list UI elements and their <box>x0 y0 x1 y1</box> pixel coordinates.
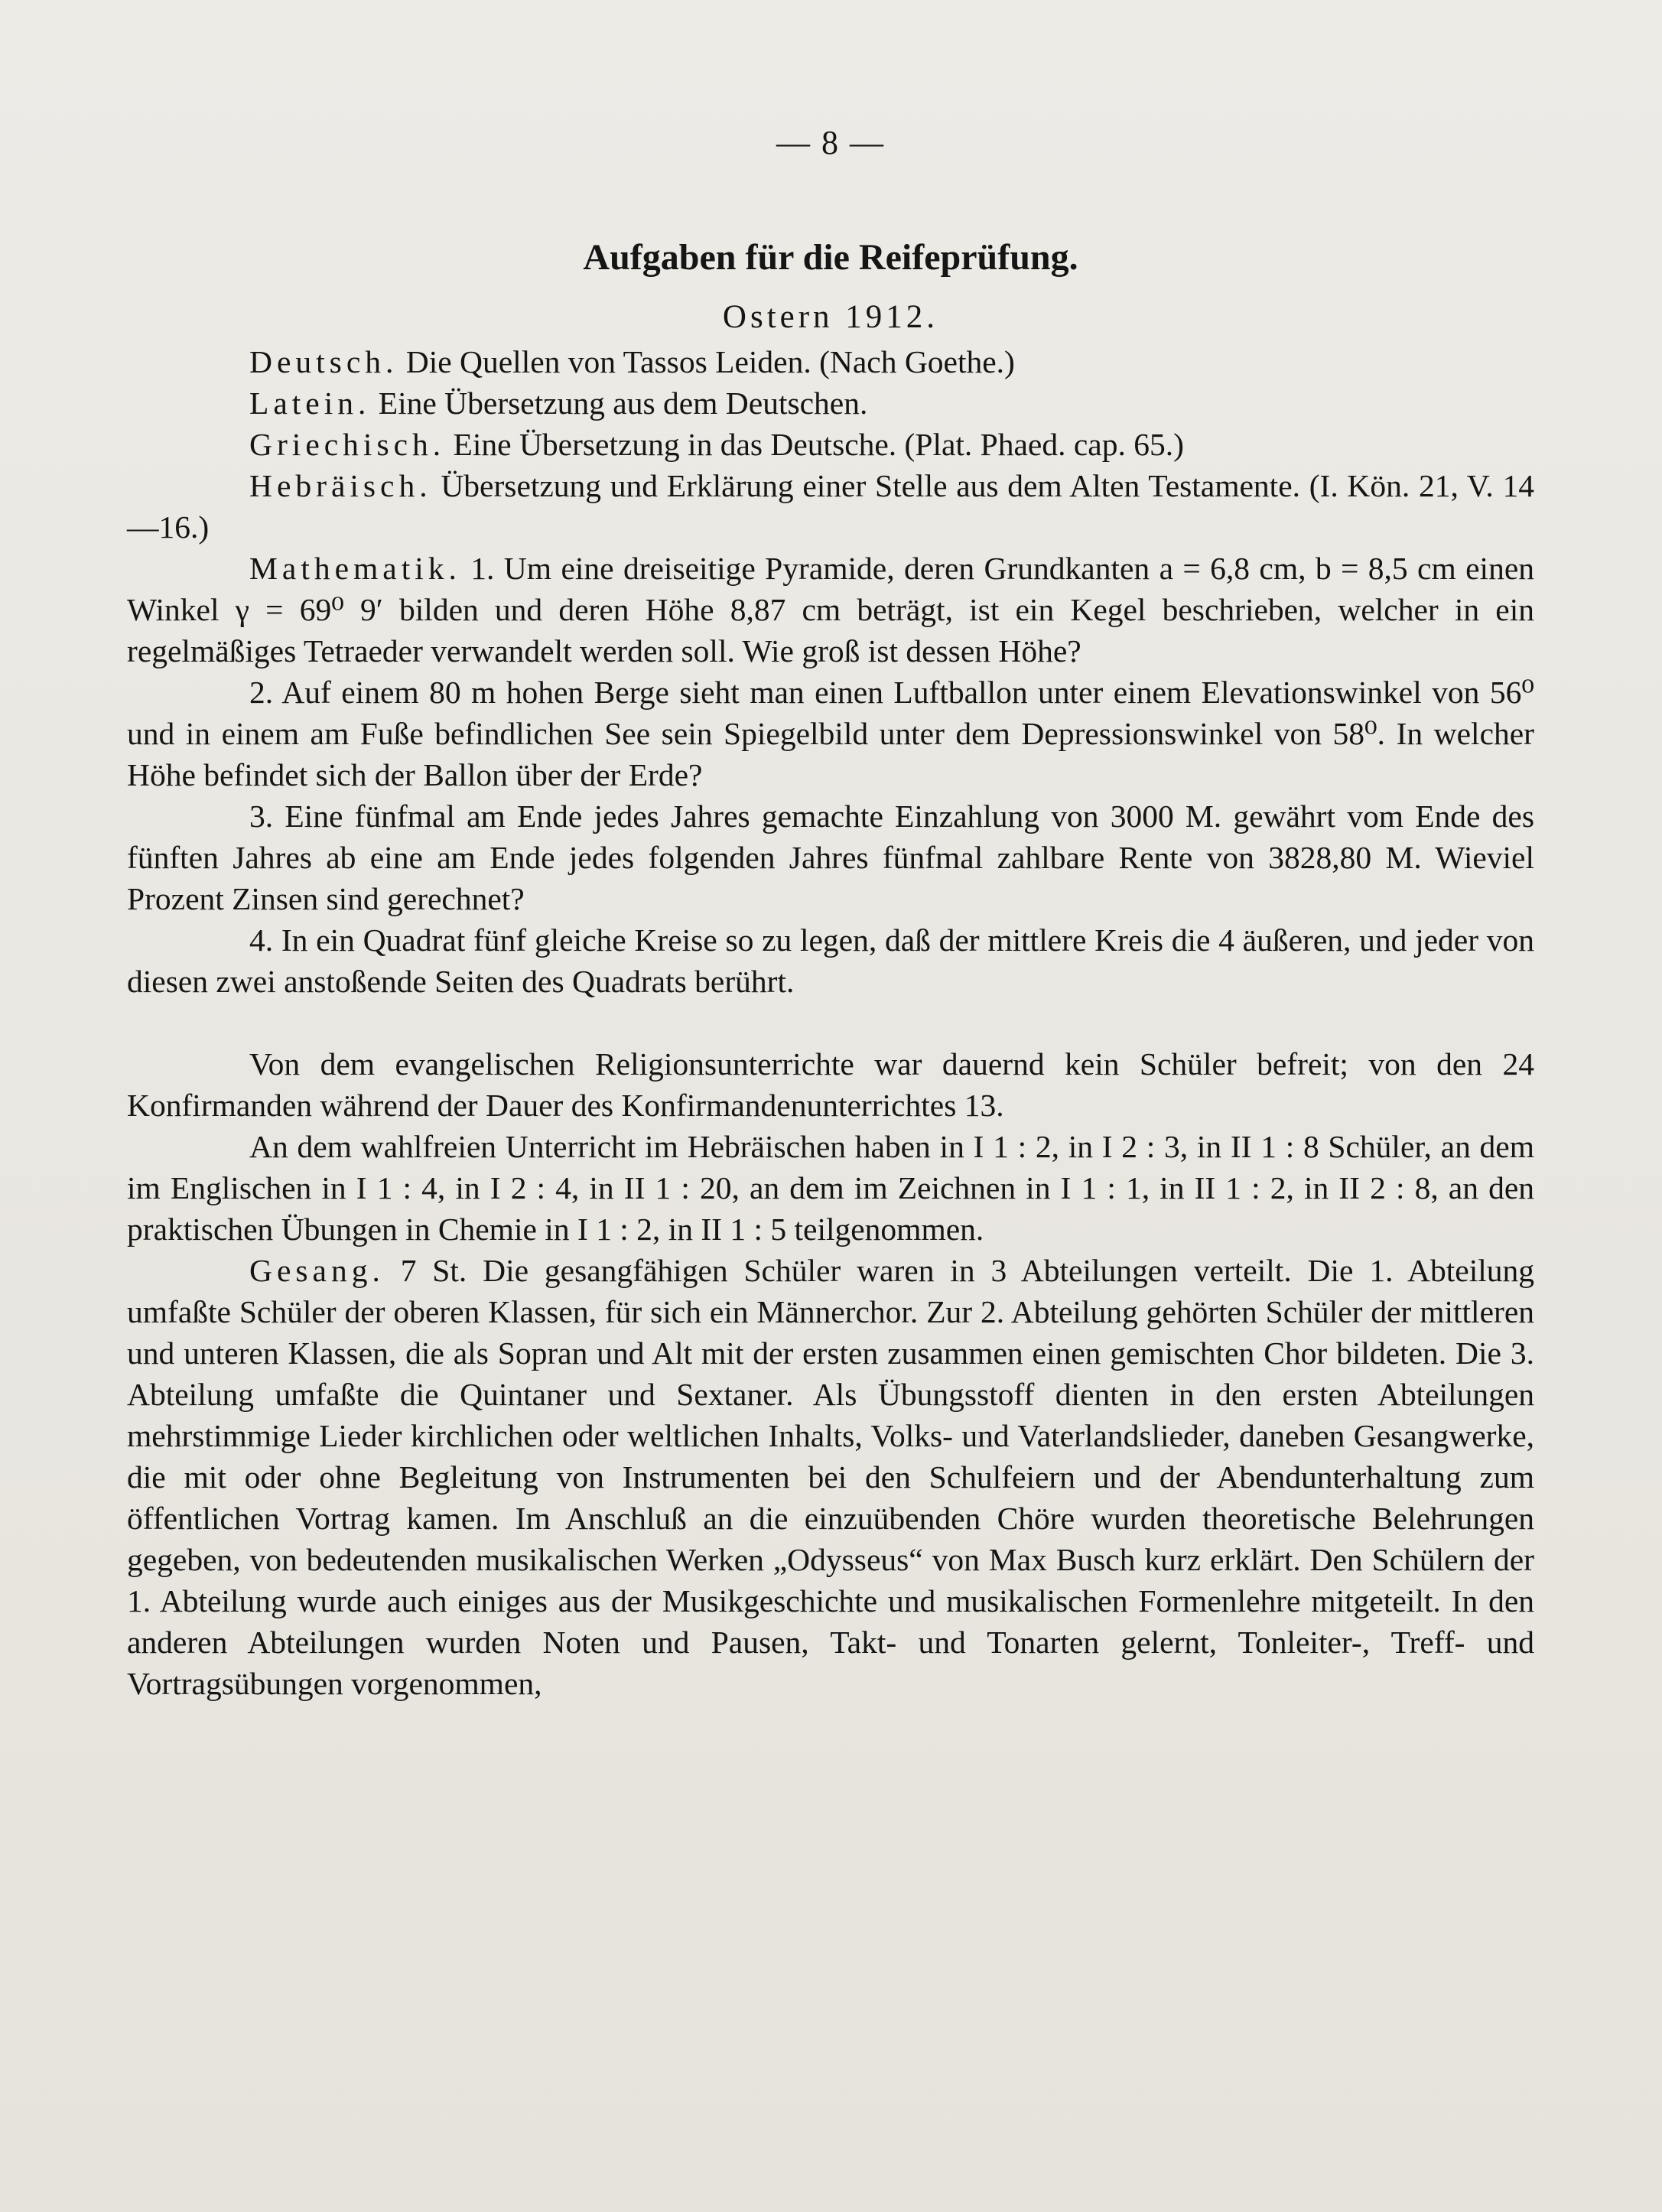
subject-label: Gesang. <box>249 1253 385 1288</box>
subject-hebraeisch <box>127 465 1534 548</box>
math-task-4: 4. In ein Quadrat fünf gleiche Kreise so zu legen, daß der mittlere Kreis die 4 äußeren, und jeder von diesen zwei anstoßende Seiten des Quadrats berührt. <box>127 922 1534 999</box>
subject-deutsch <box>127 341 1534 382</box>
page-number: — 8 — <box>776 124 885 161</box>
subject-latein <box>127 382 1534 424</box>
math-task-1: 1. Um eine dreiseitige Pyramide, deren Grundkanten a = 6,8 cm, b = 8,5 cm einen Winkel γ = 69⁰ 9′ bilden und deren Höhe 8,87 cm beträgt, ist ein Kegel beschrieben, welcher in ein regelmäßiges Tetraeder verwandelt werden soll. Wie groß ist dessen Höhe? <box>127 551 1534 668</box>
math-task-2: 2. Auf einem 80 m hohen Berge sieht man einen Luftballon unter einem Elevationswinkel von 56⁰ und in einem am Fuße befindlichen See sein Spiegelbild unter dem Depressionswinkel von 58⁰. In welcher Höhe befindet sich der Ballon über der Erde? <box>127 675 1534 792</box>
subject-label: Griechisch. <box>249 427 446 462</box>
subject-mathematik <box>127 548 1534 672</box>
page-text <box>127 122 1534 1704</box>
subject-griechisch <box>127 424 1534 465</box>
subject-text: Übersetzung und Erklärung einer Stelle aus dem Alten Testamente. (I. Kön. 21, V. 14—16.) <box>127 468 1535 545</box>
subject-label: Hebräisch. <box>249 468 432 503</box>
subject-label: Mathematik. <box>249 551 461 586</box>
subject-text: Eine Übersetzung aus dem Deutschen. <box>378 385 868 421</box>
page-title: Aufgaben für die Reifeprüfung. <box>583 237 1078 278</box>
subject-text: Eine Übersetzung in das Deutsche. (Plat. Phaed. cap. 65.) <box>453 427 1184 462</box>
subject-label: Latein. <box>249 385 371 421</box>
gesang-text: 7 St. Die gesangfähigen Schüler waren in 3 Abteilungen verteilt. Die 1. Abteilung umfaßte Schüler der oberen Klassen, für sich ein Männerchor. Zur 2. Abteilung gehörten Schüler der mittleren und unteren Klassen, die als Sopran und Alt mit der ersten zusammen einen gemischten Chor bildeten. Die 3. Abteilung umfaßte die Quintaner und Sextaner. Als Übungsstoff dienten in den ersten Abteilungen mehrstimmige Lieder kirchlichen oder weltlichen Inhalts, Volks- und Vaterlandslieder, daneben Gesangwerke, die mit oder ohne Begleitung von Instrumenten bei den Schulfeiern und der Abendunterhaltung zum öffentlichen Vortrag kamen. Im Anschluß an die einzuübenden Chöre wurden theoretische Belehrungen gegeben, von bedeutenden musikalischen Werken „Odysseus“ von Max Busch kurz erklärt. Den Schülern der 1. Abteilung wurde auch einiges aus der Musikgeschichte und musikalischen Formenlehre mitgeteilt. In den anderen Abteilungen wurden Noten und Pausen, Takt- und Tonarten gelernt, Tonleiter-, Treff- und Vortragsübungen vorgenommen, <box>127 1253 1534 1701</box>
subject-text: Die Quellen von Tassos Leiden. (Nach Goethe.) <box>405 344 1015 379</box>
paragraph-wahlfrei: An dem wahlfreien Unterricht im Hebräischen haben in I 1 : 2, in I 2 : 3, in II 1 : 8 Schüler, an dem im Englischen in I 1 : 4, in I 2 : 4, in II 1 : 20, an dem im Zeichnen in I 1 : 1, in II 1 : 2, in II 2 : 8, an den praktischen Übungen in Chemie in I 1 : 2, in II 1 : 5 teilgenommen. <box>127 1129 1534 1247</box>
subtitle: Ostern 1912. <box>722 299 939 335</box>
subject-label: Deutsch. <box>249 344 398 379</box>
paragraph-religion: Von dem evangelischen Religionsunterrichte war dauernd kein Schüler befreit; von den 24 Konfirmanden während der Dauer des Konfirmandenunterrichtes 13. <box>127 1046 1534 1123</box>
math-task-3: 3. Eine fünfmal am Ende jedes Jahres gemachte Einzahlung von 3000 M. gewährt vom Ende des fünften Jahres ab eine am Ende jedes folgenden Jahres fünfmal zahlbare Rente von 3828,80 M. Wieviel Prozent Zinsen sind gerechnet? <box>127 799 1534 916</box>
paragraph-gesang <box>127 1250 1534 1704</box>
